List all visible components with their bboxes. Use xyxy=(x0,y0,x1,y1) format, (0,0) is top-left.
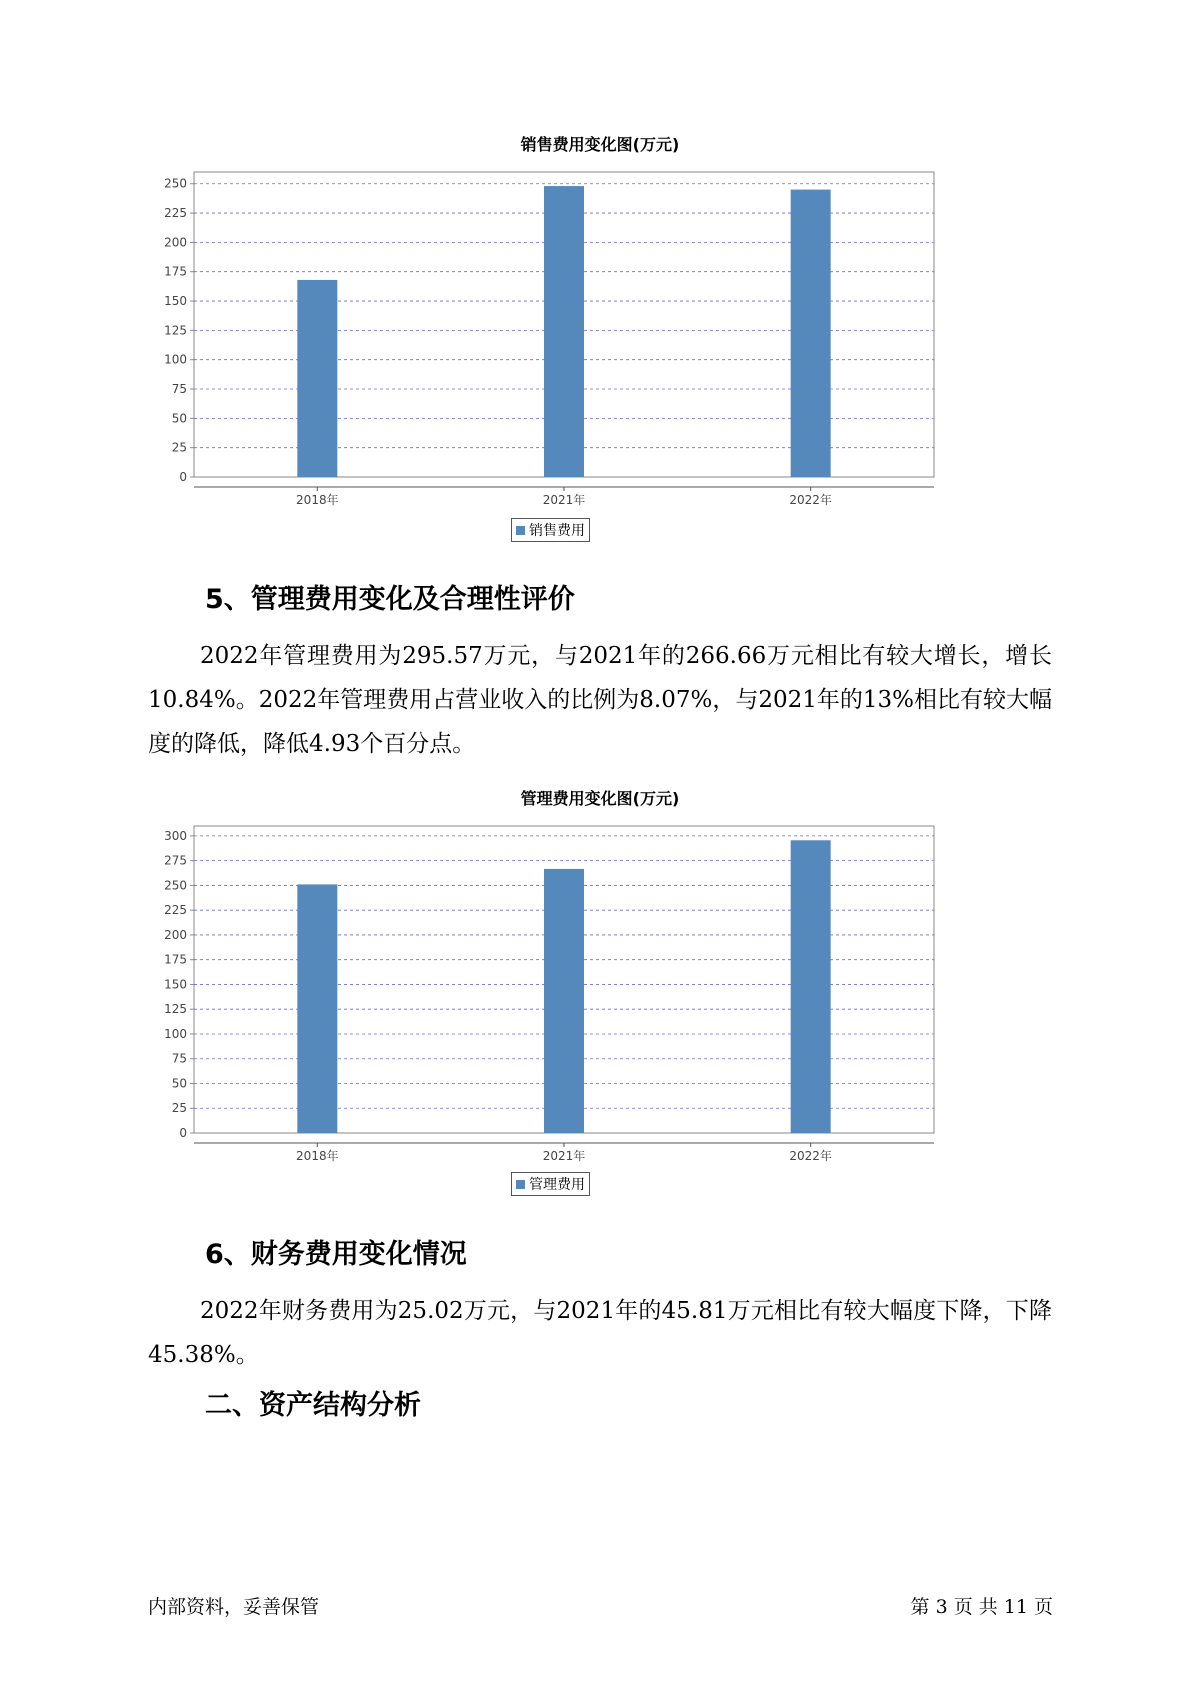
y-tick-label: 250 xyxy=(164,878,187,893)
y-tick-label: 75 xyxy=(171,1051,187,1066)
legend-swatch xyxy=(516,526,525,535)
chart-plot xyxy=(150,132,1050,552)
y-tick-label: 0 xyxy=(179,470,187,484)
legend-label: 销售费用 xyxy=(529,523,585,539)
y-tick-label: 150 xyxy=(164,977,187,992)
y-tick-label: 100 xyxy=(164,352,187,367)
y-tick-label: 150 xyxy=(164,294,187,309)
y-tick-label: 25 xyxy=(171,440,187,455)
section-5-heading: 5、管理费用变化及合理性评价 xyxy=(205,584,575,615)
y-tick-label: 175 xyxy=(164,952,187,967)
y-tick-label: 75 xyxy=(171,382,187,397)
chart-legend xyxy=(511,518,590,542)
part-2-heading: 二、资产结构分析 xyxy=(205,1390,421,1421)
x-tick-label: 2022年 xyxy=(789,1149,832,1163)
sales-expense-chart xyxy=(150,132,1050,552)
y-tick-label: 100 xyxy=(164,1026,187,1041)
chart-plot xyxy=(150,786,1050,1206)
section-5-paragraph: 2022年管理费用为295.57万元，与2021年的266.66万元相比有较大增长，增长10.84%。2022年管理费用占营业收入的比例为8.07%，与2021年的13%相比有较大幅度的降低，降低4.93个百分点。 xyxy=(148,643,1052,757)
y-tick-label: 200 xyxy=(164,235,187,250)
bar xyxy=(791,190,831,477)
footer-confidential-note: 内部资料，妥善保管 xyxy=(148,1596,320,1618)
y-tick-label: 125 xyxy=(164,1002,187,1017)
y-tick-label: 50 xyxy=(171,1076,187,1091)
bar xyxy=(544,186,584,477)
x-tick-label: 2021年 xyxy=(542,1149,586,1163)
bar xyxy=(297,280,337,477)
y-tick-label: 275 xyxy=(164,853,187,868)
y-tick-label: 225 xyxy=(164,903,187,918)
y-tick-label: 175 xyxy=(164,264,187,279)
y-tick-label: 250 xyxy=(164,176,187,191)
y-tick-label: 0 xyxy=(179,1126,187,1140)
y-tick-label: 200 xyxy=(164,927,187,942)
chart-title: 管理费用变化图(万元) xyxy=(520,789,680,808)
admin-expense-chart xyxy=(150,786,1050,1206)
footer-page-number: 第 3 页 共 11 页 xyxy=(910,1596,1053,1618)
x-tick-label: 2022年 xyxy=(789,493,832,507)
bar xyxy=(544,869,584,1133)
section-6-paragraph: 2022年财务费用为25.02万元，与2021年的45.81万元相比有较大幅度下降，下降45.38%。 xyxy=(148,1298,1052,1368)
chart-legend xyxy=(511,1172,590,1196)
x-tick-label: 2018年 xyxy=(296,1149,339,1163)
bar xyxy=(791,840,831,1133)
x-tick-label: 2021年 xyxy=(542,493,586,507)
y-tick-label: 50 xyxy=(171,411,187,426)
y-tick-label: 125 xyxy=(164,323,187,338)
bar xyxy=(297,884,337,1133)
legend-swatch xyxy=(516,1180,525,1189)
y-tick-label: 225 xyxy=(164,206,187,221)
y-tick-label: 25 xyxy=(171,1101,187,1116)
section-6-heading: 6、财务费用变化情况 xyxy=(205,1239,467,1270)
legend-label: 管理费用 xyxy=(529,1177,585,1193)
y-tick-label: 300 xyxy=(164,828,187,843)
chart-title: 销售费用变化图(万元) xyxy=(520,135,680,154)
x-tick-label: 2018年 xyxy=(296,493,339,507)
